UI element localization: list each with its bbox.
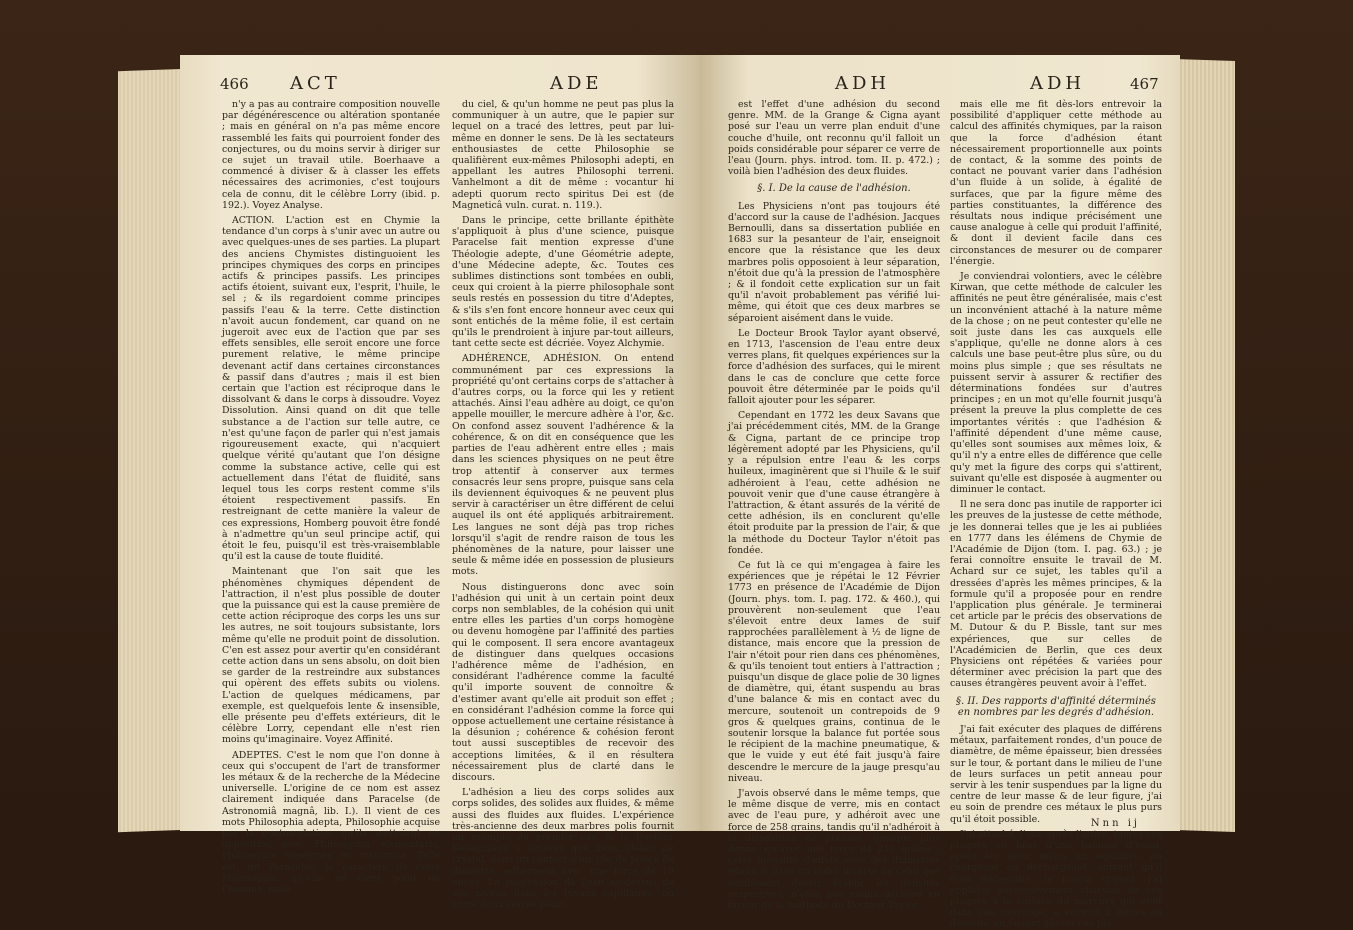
paragraph: Le Docteur Brook Taylor ayant observé, en 1713, l'ascension de l'eau entre deux verres plans, fit quelques expériences sur la force d'adhésion des surfaces, qui le mirent dans le cas de conclure que cette force pouvoit être déterminée par le poids qu'il falloit ajouter pour les séparer. [728, 327, 940, 407]
running-head-right-2: ADH [1030, 73, 1086, 94]
paragraph: du ciel, & qu'un homme ne peut pas plus la communiquer à un autre, que le papier sur lequel on a tracé des lettres, peut par lui-même en donner le sens. De là les sectateurs enthousiastes de cette Philosophie se qualifièrent eux-mêmes Philosophi adepti, en appellant les autres Philosophi terreni. Vanhelmont a dit de même : vocantur hi adepti quorum recto spiritus Dei est (de Magneticâ vuln. curat. n. 119.). [452, 99, 674, 211]
paragraph: L'adhésion a lieu des corps solides aux corps solides, des solides aux fluides, & même aussi des fluides aux fluides. L'expérience très-ancienne des deux marbres polis fournit un exemple du premier cas, & le Docteur Desaguliers a observé que deux globes de crystal, dans un contact d'un 10e de pouce de diamètre, adhéroient avec une force de 19 onces. La suspension de l'eau au-dessus de son niveau dans les tuyaux capillaires, ou entre deux verres plans, [452, 787, 674, 911]
section-heading: §. II. Des rapports d'affinité déterminés en nombres par les degrés d'adhésion. [956, 695, 1156, 718]
paragraph: Ce fut là ce qui m'engagea à faire les expériences que je répétai le 12 Février 1773 en présence de l'Académie de Dijon (Journ. phys. tom. I. pag. 172. & 460.), qui prouvèrent non-seulement que l'eau s'élevoit entre deux lames de suif rapprochées parallèlement à ½ de ligne de distance, mais encore que la pression de l'air n'étoit pour rien dans ces phénomènes, & qu'ils tenoient tout entiers à l'attraction ; puisqu'un disque de glace polie de 30 lignes de diamètre, qui, étant suspendu au bras d'une balance & mis en contact avec du mercure, soutenoit un contrepoids de 9 gros & quelques grains, continua de le soutenir lorsque la balance fut portée sous le récipient de la machine pneumatique, & que le vuide y eut été fait jusqu'à faire descendre le mercure de la jauge presqu'au niveau. [728, 559, 940, 784]
page-edges-left [118, 69, 188, 832]
paragraph: n'y a pas au contraire composition nouvelle par dégénérescence ou altération spontanée ; mais en général on n'a pas même encore rassemblé les faits qui pourroient fonder des conjectures, ou du moins servir à diriger sur ce sujet un travail utile. Boerhaave a commencé à diviser & à classer les effets nécessaires des acrimonies, c'est toujours cela de connu, dit le célèbre Lorry (ibid. p. 192.). Voyez Analyse. [222, 99, 440, 211]
left-column-1 [222, 99, 440, 896]
paragraph: est l'effet d'une adhésion du second genre. MM. de la Grange & Cigna ayant posé sur l'eau un verre plan enduit d'une couche d'huile, ont reconnu qu'il falloit un poids considérable pour séparer ce verre de l'eau (Journ. phys. introd. tom. II. p. 472.) ; voilà bien l'adhésion des deux fluides. [728, 99, 940, 178]
paragraph: mais elle me fit dès-lors entrevoir la possibilité d'appliquer cette méthode au calcul des affinités chymiques, par la raison que la force d'adhésion étant nécessairement proportionnelle aux points de contact, & la somme des points de contact ne pouvant varier dans l'adhésion d'un fluide à un solide, à égalité de surfaces, que par la figure même des parties constituantes, la différence des résultats nous indique précisément une cause analogue à celle qui produit l'affinité, & dont il devient facile dans ces circonstances de mesurer ou de comparer l'énergie. [950, 99, 1162, 267]
paragraph: Je conviendrai volontiers, avec le célèbre Kirwan, que cette méthode de calculer les affinités ne peut être généralisée, mais c'est un inconvénient attaché à la nature même de la chose ; on ne peut contester qu'elle ne soit juste dans les cas auxquels elle s'applique, qu'elle ne donne alors à ces calculs une base peut-être plus sûre, ou du moins plus simple ; que ses résultats ne puissent servir à assurer & rectifier des déterminations fondées sur d'autres principes ; en un mot qu'elle fournit jusqu'à présent la preuve la plus complette de ces importantes vérités : que l'adhésion & l'affinité dépendent d'une même cause, qu'elles sont soumises aux mêmes loix, & qu'il n'y a entre elles de différence que celle qu'y met la figure des corps qui s'attirent, suivant qu'elle est disposée à augmenter ou diminuer le contact. [950, 271, 1162, 495]
page-number-left: 466 [220, 75, 249, 93]
paragraph: J'avois observé dans le même temps, que le même disque de verre, mis en contact avec de l'eau pure, y adhéroit avec une force de 258 grains, tandis qu'il n'adhéroit à la dissolution de potasse, quoique plus dense, qu'avec une force de 210 grains ; cette inégalité d'effets avec des diamètres égaux & dans un ordre inverse de celui que sembloient devoir établir les densités respectives, n'étoit pas moins décisive en faveur de la méthode du Docteur Taylor, [728, 787, 940, 912]
right-page-header [700, 73, 1180, 95]
page-edges-right [1175, 59, 1235, 832]
section-heading: §. I. De la cause de l'adhésion. [757, 183, 911, 195]
paragraph: ADEPTES. C'est le nom que l'on donne à ceux qui s'occupent de l'art de transformer les métaux & de la recherche de la Médecine universelle. L'origine de ce nom est assez clairement indiquée dans Paracelse (de Astronomiâ magnâ, lib. I.). Il vient de ces mots Philosophia adepta, Philosophie acquise par la contemplation, qu'ils mettoient en opposition avec Philosophia elementaris, Philosophie enseignée ou transmise. Telle est, dit Paracelse, le caractère de cette Philosophie, qu'elle ne vient point de l'homme, mais [222, 749, 440, 896]
running-head-left-1: ACT [290, 73, 341, 94]
left-column-2 [452, 99, 674, 911]
running-head-right-1: ADH [835, 73, 891, 94]
paragraph: J'ai fait exécuter des plaques de différens métaux, parfaitement rondes, d'un pouce de diamètre, de même épaisseur, bien dressées sur le tour, & portant dans le milieu de l'une de leurs surfaces un petit anneau pour servir à les tenir suspendues par la ligne du centre de leur masse & de leur figure, j'ai eu soin de prendre ces métaux le plus purs qu'il étoit possible. [950, 723, 1162, 825]
paragraph: Cependant en 1772 les deux Savans que j'ai précédemment cités, MM. de la Grange & Cigna, partant de ce principe trop légèrement adopté par les Physiciens, qu'il y a répulsion entre l'eau & les corps huileux, imaginèrent que si l'huile & le suif adhéroient à l'eau, cette adhésion ne pouvoit venir que d'une cause étrangère à l'attraction, & étant assurés de la vérité de cette adhésion, ils en conclurent qu'elle étoit produite par la pression de l'air, & que la méthode du Docteur Taylor n'étoit pas fondée. [728, 410, 940, 556]
left-page-header [180, 73, 700, 95]
paragraph: J'ai attaché, l'une après l'autre, toutes ces plaques au bras d'une balance d'essai, après les avoir mises en équilibre, en chargeant ou déchargeant, suivant qu'il étoit nécessaire, le bassin opposé, j'ai appliqué successivement chacune de ces plaques à la surface du mercure qui étoit dans une soucoupe, à environ 2 lignes au dessous, en faisant glisser ces pla- [950, 828, 1162, 930]
paragraph: Il ne sera donc pas inutile de rapporter ici les preuves de la justesse de cette méthode, je les donnerai telles que je les ai publiées en 1777 dans les élémens de Chymie de l'Académie de Dijon (tom. I. pag. 63.) ; je ferai connoître ensuite le travail de M. Achard sur ce sujet, les tables qu'il a dressées d'après les mêmes principes, & la formule qu'il a proposée pour en rendre l'application plus générale. Je terminerai cet article par le précis des observations de M. Dutour & du P. Bissle, tant sur mes expériences, que sur celles de l'Académicien de Berlin, que ces deux Physiciens ont répétées & variées pour déterminer avec précision la part que des causes étrangères peuvent avoir à l'effet. [950, 499, 1162, 690]
signature-mark: Nnn ij [1090, 818, 1140, 829]
paragraph: ACTION. L'action est en Chymie la tendance d'un corps à s'unir avec un autre ou avec quelques-unes de ses parties. La plupart des anciens Chymistes distinguoient les principes chymiques des corps en principes actifs & principes passifs. Les principes actifs étoient, suivant eux, l'esprit, l'huile, le sel ; & ils regardoient comme principes passifs l'eau & la terre. Cette distinction n'avoit aucun fondement, car quand on ne jugeroit avec eux de l'action que par ses effets sensibles, elle seroit encore une force purement relative, le même principe devenant actif dans certaines circonstances & passif dans d'autres ; mais il est bien certain que l'action est réciproque dans le dissolvant & dans le corps à dissoudre. Voyez Dissolution. Ainsi quand on dit que telle substance a de l'action sur telle autre, ce n'est qu'une façon de parler qui n'est jamais rigoureusement exacte, qui n'acquiert quelque vérité qu'autant que l'on désigne comme la substance active, celle qui est actuellement dans l'état de fluidité, sans lequel tous les corps restent comme s'ils étoient respectivement passifs. En restreignant de cette manière la valeur de ces expressions, Homberg pouvoit être fondé à n'admettre qu'un seul principe actif, qui étoit le feu, puisqu'il est très-vraisemblable qu'il est la cause de toute fluidité. [222, 215, 440, 563]
paragraph: Dans le principe, cette brillante épithète s'appliquoit à plus d'une science, puisque Paracelse fait mention expresse d'une Théologie adepte, d'une Géométrie adepte, d'une Médecine adepte, &c. Toutes ces sublimes distinctions sont tombées en oubli, ceux qui croient à la pierre philosophale sont seuls restés en possession du titre d'Adeptes, & s'ils s'en font encore honneur avec ceux qui sont entichés de la même folie, il est certain qu'ils le prendroient à injure par-tout ailleurs, tant cette secte est décriée. Voyez Alchymie. [452, 215, 674, 350]
running-head-left-2: ADE [550, 73, 603, 94]
paragraph: Nous distinguerons donc avec soin l'adhésion qui unit à un certain point deux corps non semblables, de la cohésion qui unit entre elles les parties d'un corps homogène ou devenu homogène par l'affinité des parties qui le composent. Il sera encore avantageux de distinguer dans quelques occasions l'adhérence même de l'adhésion, en considérant l'adhérence comme la faculté qu'il importe souvent de connoître & d'estimer avant qu'elle ait produit son effet ; en considérant l'adhésion comme la force qui oppose actuellement une certaine résistance à la désunion ; cohérence & cohésion feront tout aussi susceptibles de recevoir des acceptions limitées, & il en résultera nécessairement plus de clarté dans le discours. [452, 581, 674, 783]
paragraph: ADHÉRENCE, ADHÉSION. On entend communément par ces expressions la propriété qu'ont certains corps de s'attacher à d'autres corps, ou la force qui les y retient attachés. Ainsi l'eau adhère au doigt, ce qu'on appelle mouiller, le mercure adhère à l'or, &c. On confond assez souvent l'adhérence & la cohérence, & on dit en conséquence que les parties de l'eau adhèrent entre elles ; mais dans les sciences physiques on ne peut être trop attentif à conserver aux termes consacrés leur sens propre, puisque sans cela ils deviennent équivoques & ne peuvent plus servir à caractériser un être différent de celui auquel ils ont été appliqués arbitrairement. Les langues ne sont déjà pas trop riches lorsqu'il s'agit de rendre raison de tous les phénomènes de la nature, pour laisser une seule & même idée en possession de plusieurs mots. [452, 353, 674, 578]
right-page [700, 55, 1180, 930]
left-page [180, 55, 700, 911]
page-number-right: 467 [1130, 75, 1159, 93]
paragraph: Maintenant que l'on sait que les phénomènes chymiques dépendent de l'attraction, il n'est plus possible de douter que la puissance qui est la cause première de cette action réciproque des corps les uns sur les autres, ne soit toujours subsistante, lors même qu'elle ne produit point de dissolution. C'en est assez pour avertir qu'en considérant cette action dans un sens absolu, on doit bien se garder de la restreindre aux substances qui opèrent des effets subits ou violens. L'action de quelques médicamens, par exemple, est quelquefois lente & insensible, elle présente peu d'effets extérieurs, dit le célèbre Lorry, cependant elle n'est rien moins qu'imaginaire. Voyez Affinité. [222, 566, 440, 746]
right-column-1 [728, 99, 940, 912]
paragraph: Les Physiciens n'ont pas toujours été d'accord sur la cause de l'adhésion. Jacques Bernoulli, dans sa dissertation publiée en 1683 sur la pesanteur de l'air, enseignoit encore que la résistance que les deux marbres polis opposoient à leur séparation, n'étoit due qu'à la pression de l'atmosphère ; & il fondoit cette explication sur un fait qu'il n'avoit probablement pas vérifié lui-même, qui étoit que ces deux marbres se séparoient aisément dans le vuide. [728, 200, 940, 324]
